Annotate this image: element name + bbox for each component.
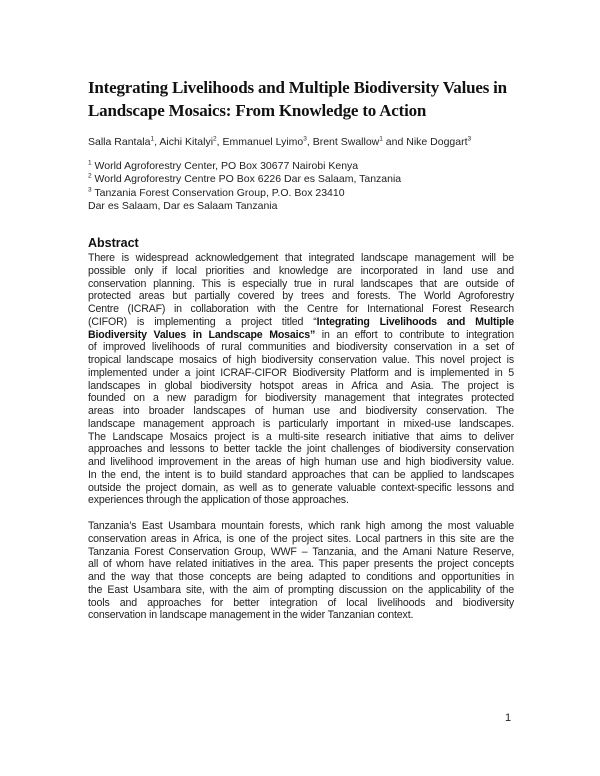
text-line: In the end, the intent is to build standard approaches that can be applied to landscapes — [88, 468, 514, 481]
text-line: (CIFOR) is implementing a project titled “Integrating Livelihoods and Multiple — [88, 315, 514, 328]
text-line: the East Usambara site, with the aim of prompting discussion on the applicability of the — [88, 583, 514, 596]
text-line: conservation planning. This is especially true in rural landscapes that are outside of — [88, 277, 514, 290]
abstract-heading: Abstract — [88, 236, 139, 251]
text-line: Tanzania Forest Conservation Group, WWF – Tanzania, and the Amani Nature Reserve, — [88, 545, 514, 558]
text-line: all of whom have related initiatives in the area. This paper presents the project concepts — [88, 558, 514, 571]
author: Salla Rantala$^1$, — [88, 135, 160, 148]
project-title-bold: Biodiversity Values in Landscape Mosaics” — [88, 328, 316, 341]
text-line: conservation areas in Africa, is one of the project sites. Local partners in this site are the — [88, 532, 514, 545]
author: Emmanuel Lyimo$^3$, — [222, 135, 313, 148]
text-line: approaches and lessons to better tackle the joint challenges of biodiversity conservation — [88, 443, 514, 456]
page-number: 1 — [505, 712, 512, 725]
text-line: areas into broader landscapes of human use and biodiversity conservation. The — [88, 405, 514, 418]
author: Brent Swallow$^1$ and — [312, 135, 407, 148]
affiliation: Dar es Salaam, Dar es Salaam Tanzania — [88, 199, 278, 212]
text-line: founded on a new paradigm for biodiversity management that integrates protected — [88, 392, 514, 405]
text-line: and livelihood improvement in the areas of high human use and high biodiversity value. — [88, 456, 514, 469]
project-title-bold: Integrating Livelihoods and Multiple — [316, 315, 514, 328]
text-line: of improved livelihoods of rural communities and biodiversity conservation in a set of — [88, 341, 514, 354]
text-line: landscapes in global biodiversity hotspot areas in Africa and Asia. The project is — [88, 379, 514, 392]
text-line: implemented under a joint ICRAF-CIFOR Biodiversity Platform and is implemented in 5 — [88, 366, 514, 379]
author: Nike Doggart$^3$ — [406, 135, 472, 148]
text-line: There is widespread acknowledgement that integrated landscape management will be — [88, 252, 514, 265]
affiliation: $^1$ World Agroforestry Center, PO Box 30677 Nairobi Kenya — [88, 159, 359, 172]
text-line: possible only if local priorities and knowledge are incorporated in land use and — [88, 264, 514, 277]
text-line: Biodiversity Values in Landscape Mosaics” in an effort to contribute to integration — [88, 328, 514, 341]
text-line: protected areas but partially covered by trees and forests. The World Agroforestry — [88, 290, 514, 303]
title-line: Landscape Mosaics: From Knowledge to Action — [88, 101, 427, 120]
affiliations — [88, 160, 568, 213]
title-line: Integrating Livelihoods and Multiple Biodiversity Values in — [88, 78, 507, 97]
text-line: Tanzania’s East Usambara mountain forests, which rank high among the most valuable — [88, 520, 514, 533]
body-paragraph — [88, 520, 514, 622]
text-line: tropical landscape mosaics of high biodiversity conservation value. This novel project is — [88, 354, 514, 367]
abstract-paragraph — [88, 252, 514, 507]
text-line: outside the project domain, as well as to generate valuable context-specific lessons and — [88, 481, 514, 494]
affiliation: $^2$ World Agroforestry Centre PO Box 6226 Dar es Salaam, Tanzania — [88, 172, 402, 186]
author-list — [88, 135, 568, 149]
author: Aichi Kitalyi$^2$, — [159, 135, 223, 148]
text-line: tools and approaches for better integration of local livelihoods and biodiversity — [88, 596, 514, 609]
affiliation: $^3$ Tanzania Forest Conservation Group, P.O. Box 23410 — [88, 186, 345, 199]
text-line: conservation in landscape management in the wider Tanzanian context. — [88, 609, 414, 622]
text-line: Centre (ICRAF) in collaboration with the Centre for International Forest Research — [88, 303, 514, 316]
paper-title — [88, 76, 558, 122]
text-line: and the way that those concepts are being adapted to conditions and opportunities in — [88, 571, 514, 584]
text-line: The Landscape Mosaics project is a multi-site research initiative that aims to deliver — [88, 430, 514, 443]
text-line: landscape management approach is particularly important in mixed-use landscapes. — [88, 417, 514, 430]
text-line: experiences through the application of those approaches. — [88, 494, 349, 507]
